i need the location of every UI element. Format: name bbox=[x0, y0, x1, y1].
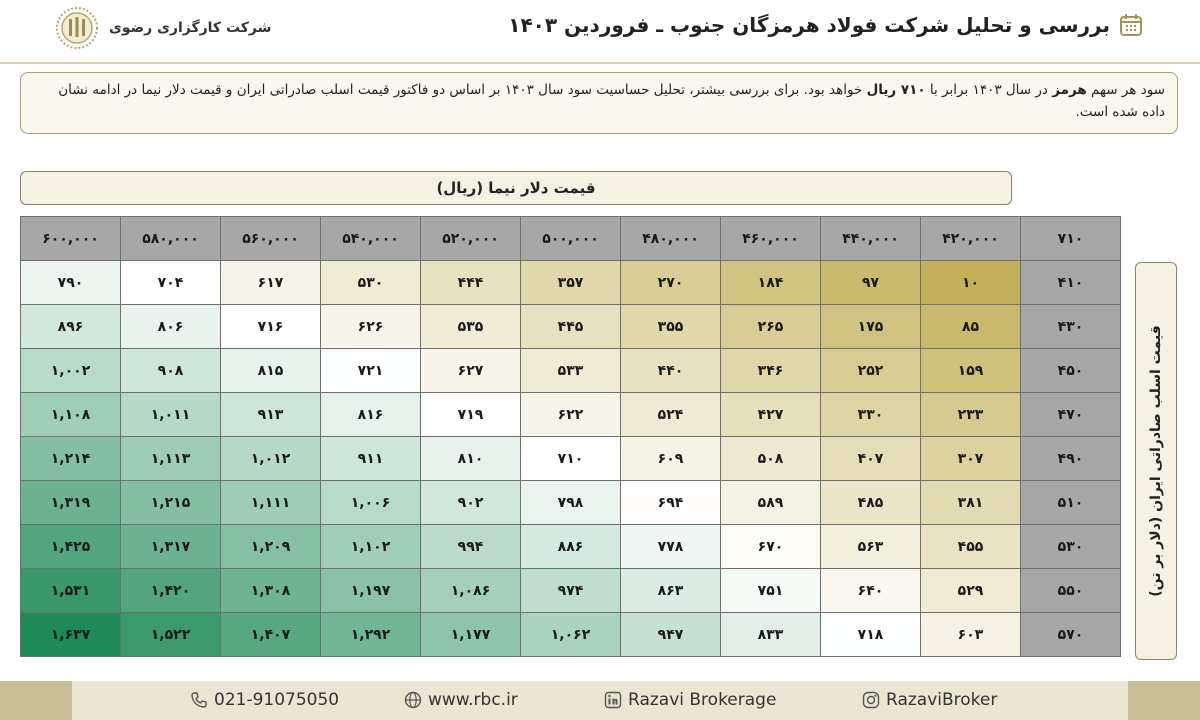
eps-cell: ۱,۰۱۱ bbox=[121, 393, 221, 437]
col-header: ۵۴۰,۰۰۰ bbox=[321, 217, 421, 261]
eps-cell: ۱,۰۸۶ bbox=[421, 569, 521, 613]
table-row bbox=[21, 393, 1121, 437]
eps-cell: ۲۷۰ bbox=[621, 261, 721, 305]
eps-cell: ۶۱۷ bbox=[221, 261, 321, 305]
eps-cell: ۱۸۴ bbox=[721, 261, 821, 305]
eps-cell: ۸۸۶ bbox=[521, 525, 621, 569]
col-header: ۵۲۰,۰۰۰ bbox=[421, 217, 521, 261]
row-header: ۵۵۰ bbox=[1021, 569, 1121, 613]
eps-cell: ۴۴۵ bbox=[521, 305, 621, 349]
instagram-icon bbox=[862, 691, 880, 709]
eps-cell: ۷۷۸ bbox=[621, 525, 721, 569]
eps-cell: ۶۲۶ bbox=[321, 305, 421, 349]
eps-cell: ۷۱۸ bbox=[821, 613, 921, 657]
eps-cell: ۶۹۴ bbox=[621, 481, 721, 525]
eps-cell: ۷۹۰ bbox=[21, 261, 121, 305]
table-row bbox=[21, 437, 1121, 481]
eps-cell: ۱,۴۰۷ bbox=[221, 613, 321, 657]
footer-website-text: www.rbc.ir bbox=[428, 690, 518, 710]
eps-cell: ۹۰۸ bbox=[121, 349, 221, 393]
eps-cell: ۱,۰۱۲ bbox=[221, 437, 321, 481]
eps-cell: ۸۳۳ bbox=[721, 613, 821, 657]
eps-cell: ۶۴۰ bbox=[821, 569, 921, 613]
razavi-logo bbox=[55, 6, 99, 50]
row-header: ۴۱۰ bbox=[1021, 261, 1121, 305]
eps-cell: ۳۰۷ bbox=[921, 437, 1021, 481]
eps-cell: ۹۱۳ bbox=[221, 393, 321, 437]
footer-phone-text: 021-91075050 bbox=[214, 690, 340, 710]
table-row bbox=[21, 613, 1121, 657]
eps-cell: ۱,۰۰۲ bbox=[21, 349, 121, 393]
page-title: بررسی و تحلیل شرکت فولاد هرمزگان جنوب ـ فروردین ۱۴۰۳ bbox=[508, 13, 1110, 37]
row-header: ۴۹۰ bbox=[1021, 437, 1121, 481]
col-header: ۴۶۰,۰۰۰ bbox=[721, 217, 821, 261]
eps-cell: ۱,۳۱۹ bbox=[21, 481, 121, 525]
eps-cell: ۲۳۳ bbox=[921, 393, 1021, 437]
eps-cell: ۷۰۴ bbox=[121, 261, 221, 305]
intro-ticker: هرمز bbox=[1052, 82, 1087, 98]
eps-cell: ۳۳۰ bbox=[821, 393, 921, 437]
eps-cell: ۱,۱۰۸ bbox=[21, 393, 121, 437]
col-header: ۵۰۰,۰۰۰ bbox=[521, 217, 621, 261]
eps-cell: ۵۶۳ bbox=[821, 525, 921, 569]
eps-cell: ۸۱۶ bbox=[321, 393, 421, 437]
eps-cell: ۸۰۶ bbox=[121, 305, 221, 349]
table-row bbox=[21, 569, 1121, 613]
eps-cell: ۹۷ bbox=[821, 261, 921, 305]
nima-dollar-label bbox=[20, 171, 1012, 205]
col-header: ۵۸۰,۰۰۰ bbox=[121, 217, 221, 261]
table-row bbox=[21, 481, 1121, 525]
eps-cell: ۸۱۰ bbox=[421, 437, 521, 481]
sensitivity-table-body bbox=[21, 217, 1121, 657]
row-header: ۵۷۰ bbox=[1021, 613, 1121, 657]
eps-cell: ۱۵۹ bbox=[921, 349, 1021, 393]
footer-edge-right bbox=[1128, 681, 1200, 720]
eps-cell: ۷۲۱ bbox=[321, 349, 421, 393]
eps-cell: ۴۸۵ bbox=[821, 481, 921, 525]
eps-cell: ۳۴۶ bbox=[721, 349, 821, 393]
title-wrap bbox=[508, 12, 1144, 38]
export-slab-label bbox=[1135, 262, 1177, 660]
intro-box bbox=[20, 72, 1178, 134]
eps-cell: ۴۲۷ bbox=[721, 393, 821, 437]
col-header: ۴۴۰,۰۰۰ bbox=[821, 217, 921, 261]
intro-text-2: در سال ۱۴۰۳ برابر با bbox=[925, 82, 1053, 98]
base-eps-cell: ۷۱۰ bbox=[1021, 217, 1121, 261]
row-header: ۵۱۰ bbox=[1021, 481, 1121, 525]
eps-cell: ۳۸۱ bbox=[921, 481, 1021, 525]
page-header bbox=[0, 0, 1200, 62]
eps-cell: ۶۲۲ bbox=[521, 393, 621, 437]
eps-cell: ۱,۴۲۵ bbox=[21, 525, 121, 569]
eps-cell: ۳۵۷ bbox=[521, 261, 621, 305]
eps-cell: ۴۴۴ bbox=[421, 261, 521, 305]
eps-cell: ۶۰۳ bbox=[921, 613, 1021, 657]
eps-cell: ۷۱۰ bbox=[521, 437, 621, 481]
eps-cell: ۳۵۵ bbox=[621, 305, 721, 349]
brand bbox=[55, 6, 271, 50]
phone-icon bbox=[190, 691, 208, 709]
page-footer bbox=[0, 681, 1200, 720]
eps-cell: ۲۵۲ bbox=[821, 349, 921, 393]
eps-cell: ۹۰۲ bbox=[421, 481, 521, 525]
eps-cell: ۵۳۰ bbox=[321, 261, 421, 305]
eps-cell: ۱,۱۱۳ bbox=[121, 437, 221, 481]
calendar-icon bbox=[1118, 12, 1144, 38]
eps-cell: ۵۳۳ bbox=[521, 349, 621, 393]
row-header: ۴۵۰ bbox=[1021, 349, 1121, 393]
eps-cell: ۵۲۹ bbox=[921, 569, 1021, 613]
brand-name: شرکت کارگزاری رضوی bbox=[109, 20, 272, 36]
eps-cell: ۶۷۰ bbox=[721, 525, 821, 569]
eps-cell: ۷۹۸ bbox=[521, 481, 621, 525]
eps-cell: ۱,۲۱۵ bbox=[121, 481, 221, 525]
eps-cell: ۱۷۵ bbox=[821, 305, 921, 349]
intro-text-1: سود هر سهم bbox=[1086, 82, 1165, 98]
footer-phone[interactable] bbox=[190, 690, 339, 710]
eps-cell: ۱۰ bbox=[921, 261, 1021, 305]
eps-cell: ۱,۲۹۲ bbox=[321, 613, 421, 657]
row-header: ۴۷۰ bbox=[1021, 393, 1121, 437]
eps-cell: ۱,۱۱۱ bbox=[221, 481, 321, 525]
table-row bbox=[21, 349, 1121, 393]
row-header: ۵۳۰ bbox=[1021, 525, 1121, 569]
col-header: ۵۶۰,۰۰۰ bbox=[221, 217, 321, 261]
footer-edge-left bbox=[0, 681, 72, 720]
eps-cell: ۴۴۰ bbox=[621, 349, 721, 393]
eps-cell: ۲۶۵ bbox=[721, 305, 821, 349]
globe-icon bbox=[404, 691, 422, 709]
eps-cell: ۸۶۳ bbox=[621, 569, 721, 613]
eps-cell: ۱,۵۳۱ bbox=[21, 569, 121, 613]
eps-cell: ۱,۲۱۴ bbox=[21, 437, 121, 481]
eps-cell: ۱,۳۱۷ bbox=[121, 525, 221, 569]
col-header: ۴۲۰,۰۰۰ bbox=[921, 217, 1021, 261]
eps-cell: ۱,۶۳۷ bbox=[21, 613, 121, 657]
nima-dollar-label-text: قیمت دلار نیما (ریال) bbox=[436, 179, 596, 197]
table-row bbox=[21, 261, 1121, 305]
eps-cell: ۹۴۷ bbox=[621, 613, 721, 657]
eps-cell: ۱,۰۶۲ bbox=[521, 613, 621, 657]
intro-eps: ۷۱۰ ریال bbox=[866, 82, 926, 98]
eps-cell: ۱,۰۰۶ bbox=[321, 481, 421, 525]
footer-linkedin[interactable] bbox=[604, 690, 776, 710]
eps-cell: ۵۳۵ bbox=[421, 305, 521, 349]
eps-cell: ۱,۲۰۹ bbox=[221, 525, 321, 569]
footer-instagram[interactable] bbox=[862, 690, 997, 710]
col-header: ۴۸۰,۰۰۰ bbox=[621, 217, 721, 261]
linkedin-icon bbox=[604, 691, 622, 709]
eps-cell: ۴۰۷ bbox=[821, 437, 921, 481]
footer-linkedin-text: Razavi Brokerage bbox=[628, 690, 777, 710]
table-row bbox=[21, 305, 1121, 349]
eps-cell: ۱,۵۲۲ bbox=[121, 613, 221, 657]
footer-website[interactable] bbox=[404, 690, 518, 710]
eps-cell: ۷۱۹ bbox=[421, 393, 521, 437]
eps-cell: ۸۱۵ bbox=[221, 349, 321, 393]
eps-cell: ۱,۱۹۷ bbox=[321, 569, 421, 613]
eps-cell: ۵۸۹ bbox=[721, 481, 821, 525]
eps-cell: ۱,۳۰۸ bbox=[221, 569, 321, 613]
eps-cell: ۱,۴۲۰ bbox=[121, 569, 221, 613]
footer-instagram-text: RazaviBroker bbox=[886, 690, 998, 710]
eps-cell: ۷۱۶ bbox=[221, 305, 321, 349]
eps-cell: ۹۱۱ bbox=[321, 437, 421, 481]
eps-cell: ۶۰۹ bbox=[621, 437, 721, 481]
header-divider bbox=[0, 62, 1200, 64]
eps-cell: ۹۹۴ bbox=[421, 525, 521, 569]
eps-cell: ۸۹۶ bbox=[21, 305, 121, 349]
table-row bbox=[21, 525, 1121, 569]
eps-cell: ۱,۱۷۷ bbox=[421, 613, 521, 657]
table-header-row bbox=[21, 217, 1121, 261]
eps-cell: ۵۰۸ bbox=[721, 437, 821, 481]
col-header: ۶۰۰,۰۰۰ bbox=[21, 217, 121, 261]
eps-cell: ۵۲۴ bbox=[621, 393, 721, 437]
eps-cell: ۸۵ bbox=[921, 305, 1021, 349]
export-slab-label-text: قیمت اسلب صادراتی ایران (دلار بر تن) bbox=[1148, 325, 1164, 597]
intro-text-3: خواهد بود. برای بررسی بیشتر، تحلیل حساسیت سود سال ۱۴۰۳ بر اساس دو فاکتور قیمت اسلب صادراتی ایران و قیمت دلار نیما در ادامه نشان داده شده است. bbox=[58, 82, 1165, 120]
row-header: ۴۳۰ bbox=[1021, 305, 1121, 349]
eps-cell: ۹۷۴ bbox=[521, 569, 621, 613]
eps-cell: ۴۵۵ bbox=[921, 525, 1021, 569]
eps-cell: ۷۵۱ bbox=[721, 569, 821, 613]
eps-cell: ۶۲۷ bbox=[421, 349, 521, 393]
sensitivity-table bbox=[20, 216, 1121, 657]
eps-cell: ۱,۱۰۲ bbox=[321, 525, 421, 569]
